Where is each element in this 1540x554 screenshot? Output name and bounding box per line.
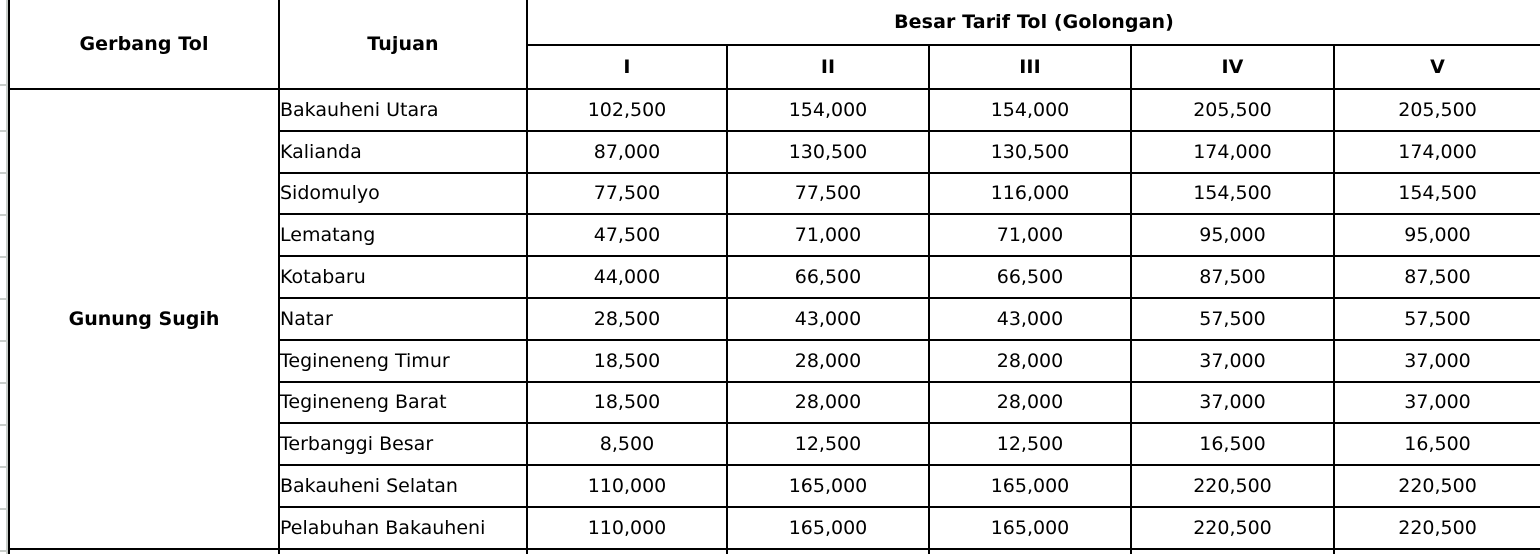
- cell-tarif-golongan-5: 154,500: [1334, 173, 1540, 215]
- gutter-row-tick: [0, 550, 8, 552]
- column-header-golongan-iv: IV: [1131, 45, 1334, 89]
- cell-gerbang-tol: Gunung Sugih: [9, 89, 279, 549]
- cell-tarif-golongan-2: 165,000: [727, 507, 929, 549]
- table-row: [9, 89, 1540, 131]
- cell-tarif-golongan-3: 43,000: [929, 298, 1131, 340]
- cell-tarif-golongan-5: 95,000: [1334, 214, 1540, 256]
- cell-partial: [527, 549, 727, 554]
- cell-partial: [727, 549, 929, 554]
- cell-tarif-golongan-3: 116,000: [929, 173, 1131, 215]
- cell-tarif-golongan-2: 165,000: [727, 465, 929, 507]
- gutter-row-tick: [0, 256, 8, 258]
- cell-tarif-golongan-3: 12,500: [929, 423, 1131, 465]
- column-header-golongan-v: V: [1334, 45, 1540, 89]
- cell-tujuan: Tegineneng Barat: [279, 382, 527, 424]
- cell-tarif-golongan-2: 12,500: [727, 423, 929, 465]
- column-header-golongan-iii: III: [929, 45, 1131, 89]
- cell-tarif-golongan-4: 87,500: [1131, 256, 1334, 298]
- cell-tarif-golongan-4: 205,500: [1131, 89, 1334, 131]
- cell-tarif-golongan-1: 87,000: [527, 131, 727, 173]
- cell-tarif-golongan-3: 28,000: [929, 340, 1131, 382]
- cell-tarif-golongan-4: 220,500: [1131, 507, 1334, 549]
- column-header-tujuan: Tujuan: [279, 0, 527, 89]
- cell-tarif-golongan-5: 174,000: [1334, 131, 1540, 173]
- cell-tarif-golongan-2: 28,000: [727, 382, 929, 424]
- gutter-row-tick: [0, 508, 8, 510]
- cell-tarif-golongan-2: 28,000: [727, 340, 929, 382]
- toll-tariff-table: [8, 0, 1540, 554]
- cell-tujuan: Terbanggi Besar: [279, 423, 527, 465]
- cell-tarif-golongan-5: 16,500: [1334, 423, 1540, 465]
- cell-tarif-golongan-5: 37,000: [1334, 382, 1540, 424]
- gutter-row-tick: [0, 84, 8, 86]
- cell-tarif-golongan-4: 95,000: [1131, 214, 1334, 256]
- cell-tarif-golongan-1: 47,500: [527, 214, 727, 256]
- cell-tarif-golongan-2: 71,000: [727, 214, 929, 256]
- cell-tujuan: Natar: [279, 298, 527, 340]
- cell-tarif-golongan-1: 18,500: [527, 382, 727, 424]
- gutter-row-tick: [0, 340, 8, 342]
- cell-tujuan: Sidomulyo: [279, 173, 527, 215]
- gutter-row-tick: [0, 382, 8, 384]
- cell-tarif-golongan-1: 28,500: [527, 298, 727, 340]
- cell-partial: [9, 549, 279, 554]
- cell-tujuan: Tegineneng Timur: [279, 340, 527, 382]
- gutter-row-tick: [0, 172, 8, 174]
- gutter-row-tick: [0, 424, 8, 426]
- cell-tarif-golongan-1: 77,500: [527, 173, 727, 215]
- cell-tarif-golongan-4: 174,000: [1131, 131, 1334, 173]
- cell-tarif-golongan-3: 130,500: [929, 131, 1131, 173]
- cell-tarif-golongan-2: 43,000: [727, 298, 929, 340]
- cell-tarif-golongan-3: 28,000: [929, 382, 1131, 424]
- cell-tarif-golongan-3: 154,000: [929, 89, 1131, 131]
- cell-tarif-golongan-3: 165,000: [929, 507, 1131, 549]
- cell-tarif-golongan-3: 66,500: [929, 256, 1131, 298]
- cell-tujuan: Bakauheni Selatan: [279, 465, 527, 507]
- cell-tarif-golongan-1: 110,000: [527, 507, 727, 549]
- column-header-golongan-ii: II: [727, 45, 929, 89]
- cell-tujuan: Pelabuhan Bakauheni: [279, 507, 527, 549]
- cell-tujuan: Kalianda: [279, 131, 527, 173]
- cell-tarif-golongan-1: 102,500: [527, 89, 727, 131]
- gutter-row-tick: [0, 466, 8, 468]
- cell-tarif-golongan-1: 18,500: [527, 340, 727, 382]
- cell-tarif-golongan-4: 220,500: [1131, 465, 1334, 507]
- cell-tarif-golongan-4: 37,000: [1131, 340, 1334, 382]
- left-edge-gutter: [0, 0, 8, 554]
- column-header-group-besar-tarif: Besar Tarif Tol (Golongan): [527, 0, 1540, 45]
- table-row-partial: [9, 549, 1540, 554]
- cell-partial: [929, 549, 1131, 554]
- cell-tarif-golongan-4: 37,000: [1131, 382, 1334, 424]
- cell-tarif-golongan-3: 165,000: [929, 465, 1131, 507]
- cell-tarif-golongan-2: 130,500: [727, 131, 929, 173]
- cell-tarif-golongan-5: 57,500: [1334, 298, 1540, 340]
- cell-tarif-golongan-4: 57,500: [1131, 298, 1334, 340]
- cell-tarif-golongan-2: 77,500: [727, 173, 929, 215]
- table-body: [9, 89, 1540, 554]
- cell-tujuan: Kotabaru: [279, 256, 527, 298]
- gutter-row-tick: [0, 214, 8, 216]
- cell-tujuan: Bakauheni Utara: [279, 89, 527, 131]
- cell-tarif-golongan-1: 110,000: [527, 465, 727, 507]
- column-header-gerbang-tol: Gerbang Tol: [9, 0, 279, 89]
- cell-tarif-golongan-5: 220,500: [1334, 465, 1540, 507]
- cell-tarif-golongan-1: 44,000: [527, 256, 727, 298]
- cell-tarif-golongan-4: 16,500: [1131, 423, 1334, 465]
- cell-tarif-golongan-5: 205,500: [1334, 89, 1540, 131]
- cell-tujuan: Lematang: [279, 214, 527, 256]
- gutter-row-tick: [0, 130, 8, 132]
- cell-tarif-golongan-5: 37,000: [1334, 340, 1540, 382]
- cell-tarif-golongan-2: 154,000: [727, 89, 929, 131]
- cell-tarif-golongan-5: 220,500: [1334, 507, 1540, 549]
- column-header-golongan-i: I: [527, 45, 727, 89]
- cell-partial: [1131, 549, 1334, 554]
- cell-tarif-golongan-1: 8,500: [527, 423, 727, 465]
- cell-partial: [279, 549, 527, 554]
- gutter-row-tick: [0, 298, 8, 300]
- header-row-primary: [9, 0, 1540, 45]
- cell-tarif-golongan-2: 66,500: [727, 256, 929, 298]
- table-header: [9, 0, 1540, 89]
- cell-tarif-golongan-3: 71,000: [929, 214, 1131, 256]
- cell-tarif-golongan-5: 87,500: [1334, 256, 1540, 298]
- cell-tarif-golongan-4: 154,500: [1131, 173, 1334, 215]
